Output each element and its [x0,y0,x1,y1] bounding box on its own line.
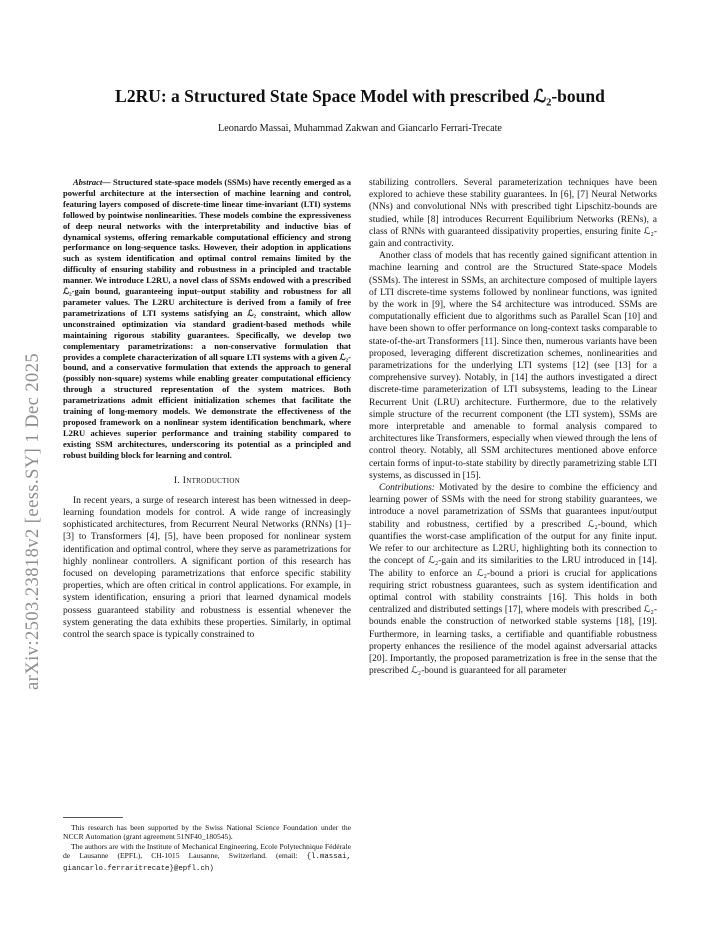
footnote-divider [63,817,123,818]
footnote-funding: This research has been supported by the Swiss National Science Foundation under the NCCR Automation (grant agreement 51NF40_180545). [63,823,351,842]
right-column [369,177,657,677]
contributions-label: Contributions: [379,483,435,494]
footnote-affiliation-text: The authors are with the Institute of Mechanical Engineering, Ecole Polytechnique Fédérale de Lausanne (EPFL), CH-1015 Lausanne, Switzerland. (email: [63,841,351,861]
body-paragraph: Another class of models that has recently gained significant attention in machine learning and control are the Structured State-space Models (SSMs). The interest in SSMs, an architecture composed of multiple layers of LTI discrete-time systems followed by nonlinear functions, was ignited by the work in [9], where the S4 architecture was introduced. SSMs are computationally efficient due to algorithms such as Parallel Scan [10] and have been shown to offer performance on long-context tasks comparable to state-of-the-art Transformers [11]. Since then, numerous variants have been proposed, leveraging different discretization schemes, nonlinearities and parametrizations for the underlying LTI systems [12] (see [13] for a comprehensive survey). Notably, in [14] the authors investigated a direct discrete-time parameterization of LTI subsystems, leading to the Linear Recurrent Unit (LRU) architecture. Furthermore, due to the relatively simple structure of the recurrent component (the LTI system), SSMs are more interpretable and amenable to formal analysis compared to architectures like Transformers, especially when viewed through the lens of control theory. Notably, all SSM architectures mentioned above enforce certain forms of input-to-state stability by directly parametrizing stable LTI systems, as discussed in [15]. [369,251,657,481]
footnote-email: {l.massai, giancarlo.ferraritrecate}@epfl.ch) [63,853,351,873]
arxiv-identifier: arXiv:2503.23818v2 [eess.SY] 1 Dec 2025 [23,352,43,690]
footnote [63,823,351,874]
contributions-text: Motivated by the desire to combine the efficiency and learning power of SSMs with the need for strong stability guarantees, we introduce a novel parametrization of SSMs that guarantees input/output stability and robustness, certified by a prescribed ℒ₂-bound, which quantifies the worst-case amplification of the output for any finite input. We refer to our architecture as L2RU, highlighting both its connection to the concept of ℒ₂-gain and its similarities to the LRU introduced in [14]. The ability to enforce an ℒ₂-bound a priori is crucial for applications requiring strict robustness guarantees, such as system identification and optimal control with stability constraints [16]. This holds in both centralized and distributed settings [17], where models with prescribed ℒ₂-bounds enable the construction of networked stable systems [18], [19]. Furthermore, in learning tasks, a certifiable and quantifiable robustness property enhances the resilience of the model against adversarial attacks [20]. Importantly, the proposed parametrization is free in the sense that the prescribed ℒ₂-bound is guaranteed for all parameter [369,483,658,677]
intro-paragraph: In recent years, a surge of research interest has been witnessed in deep-learning foundation models for control. A wide range of increasingly sophisticated architectures, from Recurrent Neural Networks (RNNs) [1]–[3] to Transformers [4], [5], have been proposed for nonlinear system identification and optimal control, where they serve as parametrizations for highly nonlinear controllers. A significant portion of this research has focused on developing parametrizations that enforce specific stability properties, which are often critical in control applications. For example, in system identification, ensuring a priori that learned dynamical models possess guaranteed stability and robustness is essential whenever the system generating the data exhibits these properties. Similarly, in optimal control the search space is typically constrained to [63,495,351,640]
left-column [63,177,351,641]
paper-authors: Leonardo Massai, Muhammad Zakwan and Giancarlo Ferrari-Trecate [218,123,502,134]
contributions-paragraph [369,482,657,677]
abstract-text: Structured state-space models (SSMs) have recently emerged as a powerful architecture at the intersection of machine learning and control, featuring layers composed of discrete-time linear time-invariant (LTI) systems followed by pointwise nonlinearities. These models combine the expressiveness of deep neural networks with the interpretability and inductive bias of dynamical systems, offering remarkable computational efficiency and strong performance on long-sequence tasks. However, their adoption in applications such as system identification and optimal control remains limited by the difficulty of ensuring stability and robustness in a principled and tractable manner. We introduce L2RU, a novel class of SSMs endowed with a prescribed ℒ₂-gain bound, guaranteeing input–output stability and robustness for all parameter values. The L2RU architecture is derived from a family of free parametrizations of LTI systems satisfying an ℒ₂ constraint, which allow unconstrained optimization via standard gradient-based methods while maintaining rigorous stability guarantees. Specifically, we develop two complementary parametrizations: a non-conservative formulation that provides a complete characterization of all square LTI systems with a given ℒ₂-bound, and a conservative formulation that extends the approach to general (possibly non-square) systems while enabling greater computational efficiency through a structured representation of the system matrices. Both parametrizations admit efficient initialization schemes that facilitate the training of long-memory models. We demonstrate the effectiveness of the proposed framework on a nonlinear system identification benchmark, where L2RU achieves superior performance and training stability compared to existing SSM architectures, underscoring its potential as a principled and robust building block for learning and control. [63,177,352,460]
abstract-label: Abstract [73,177,103,187]
section-heading [63,475,351,487]
section-number: I. [173,475,181,486]
body-paragraph: stabilizing controllers. Several parameterization techniques have been explored to achieve these stability guarantees. In [6], [7] Neural Networks (NNs) and convolutional NNs with prescribed tight Lipschitz-bounds are studied, while [8] introduces Recurrent Equilibrium Networks (RENs), a class of RNNs with guaranteed dissipativity properties, ensuring finite ℒ₂-gain and contractivity. [369,178,657,250]
abstract: Abstract— Structured state-space models (SSMs) have recently emerged as a powerful architecture at the intersection of machine learning and control, featuring layers composed of discrete-time linear time-invariant (LTI) systems followed by pointwise nonlinearities. These models combine the expressiveness of deep neural networks with the interpretability and inductive bias of dynamical systems, offering remarkable computational efficiency and strong performance on long-sequence tasks. However, their adoption in applications such as system identification and optimal control remains limited by the difficulty of ensuring stability and robustness in a principled and tractable manner. We introduce L2RU, a novel class of SSMs endowed with a prescribed ℒ₂-gain bound, guaranteeing input–output stability and robustness for all parameter values. The L2RU architecture is derived from a family of free parametrizations of LTI systems satisfying an ℒ₂ constraint, which allow unconstrained optimization via standard gradient-based methods while maintaining rigorous stability guarantees. Specifically, we develop two complementary parametrizations: a non-conservative formulation that provides a complete characterization of all square LTI systems with a given ℒ₂-bound, and a conservative formulation that extends the approach to general (possibly non-square) systems while enabling greater computational efficiency through a structured representation of the system matrices. Both parametrizations admit efficient initialization schemes that facilitate the training of long-memory models. We demonstrate the effectiveness of the proposed framework on a nonlinear system identification benchmark, where L2RU achieves superior performance and training stability compared to existing SSM architectures, underscoring its potential as a principled and robust building block for learning and control. [63,177,352,460]
paper-title: L2RU: a Structured State Space Model with prescribed ℒ₂-bound [115,86,605,106]
section-title: Introduction [182,475,241,486]
footnote-affiliation [63,842,351,874]
